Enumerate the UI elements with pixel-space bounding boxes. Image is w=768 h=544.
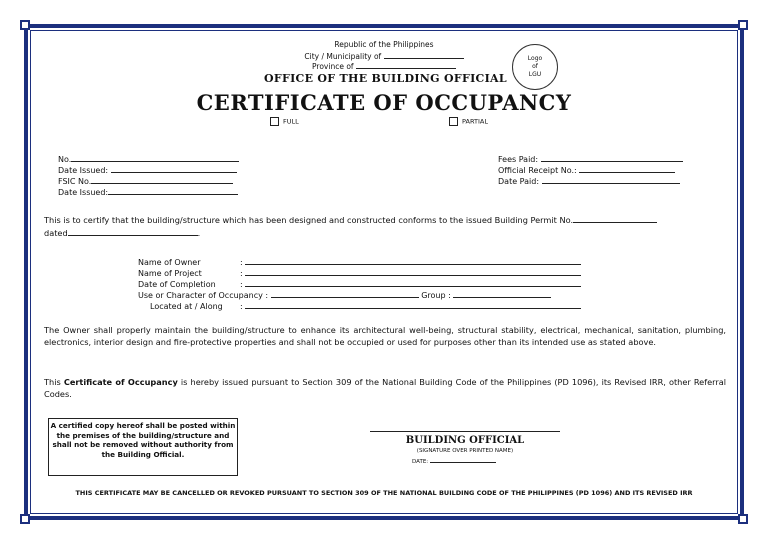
office-title: OFFICE OF THE BUILDING OFFICIAL bbox=[264, 72, 507, 85]
field-no: No. bbox=[58, 153, 239, 164]
location-blank[interactable] bbox=[245, 300, 581, 309]
fsic-blank[interactable] bbox=[91, 175, 233, 184]
signature-date-blank[interactable] bbox=[430, 457, 496, 463]
full-option[interactable]: FULL bbox=[270, 117, 299, 126]
detail-completion: Date of Completion : bbox=[138, 278, 581, 289]
issued-paragraph: This Certificate of Occupancy is hereby issued pursuant to Section 309 of the National Building Code of the Philippines (PD 1096), its Revised IRR, other Referral Codes. bbox=[44, 377, 726, 399]
corner-ornament bbox=[738, 514, 748, 524]
corner-ornament bbox=[738, 20, 748, 30]
province-line: Province of bbox=[284, 60, 484, 71]
certificate-title: CERTIFICATE OF OCCUPANCY bbox=[196, 90, 572, 115]
lgu-logo-placeholder: Logo of LGU bbox=[512, 44, 558, 90]
completion-blank[interactable] bbox=[245, 278, 581, 287]
full-checkbox[interactable] bbox=[270, 117, 279, 126]
project-blank[interactable] bbox=[245, 267, 581, 276]
partial-option[interactable]: PARTIAL bbox=[449, 117, 488, 126]
posting-notice-box: A certified copy hereof shall be posted within the premises of the building/structure and shall not be removed without authority from the Building Official. bbox=[48, 418, 238, 476]
use-blank[interactable] bbox=[271, 289, 419, 298]
republic-line: Republic of the Philippines bbox=[334, 40, 434, 49]
detail-use-character: Use or Character of Occupancy : Group : bbox=[138, 289, 551, 300]
signature-caption: (SIGNATURE OVER PRINTED NAME) bbox=[416, 448, 514, 454]
group-blank[interactable] bbox=[453, 289, 551, 298]
date-issued-blank[interactable] bbox=[111, 164, 237, 173]
signature-date: DATE: bbox=[412, 457, 496, 465]
field-date-paid: Date Paid: bbox=[498, 175, 680, 186]
detail-owner: Name of Owner : bbox=[138, 256, 581, 267]
owner-blank[interactable] bbox=[245, 256, 581, 265]
province-blank[interactable] bbox=[356, 60, 456, 69]
partial-checkbox[interactable] bbox=[449, 117, 458, 126]
city-line: City / Municipality of bbox=[284, 50, 484, 61]
date-paid-blank[interactable] bbox=[542, 175, 680, 184]
footer-notice: THIS CERTIFICATE MAY BE CANCELLED OR REVOKED PURSUANT TO SECTION 309 OF THE NATIONAL BUILDING CODE OF THE PHILIPPINES (PD 1096) AND ITS REVISED IRR bbox=[75, 489, 693, 497]
dated-blank[interactable] bbox=[68, 227, 198, 236]
maintain-paragraph: The Owner shall properly maintain the building/structure to enhance its architectural well-being, structural stability, electrical, mechanical, sanitation, plumbing, electronics, interior design and fire-protective properties and shall not be occupied or used for purposes other than its intended use as stated above. bbox=[44, 325, 726, 347]
corner-ornament bbox=[20, 20, 30, 30]
field-official-receipt: Official Receipt No.: bbox=[498, 164, 675, 175]
detail-project: Name of Project : bbox=[138, 267, 581, 278]
corner-ornament bbox=[20, 514, 30, 524]
field-fsic-no: FSIC No. bbox=[58, 175, 233, 186]
no-blank[interactable] bbox=[71, 153, 239, 162]
field-fees-paid: Fees Paid: bbox=[498, 153, 683, 164]
permit-no-blank[interactable] bbox=[573, 214, 657, 223]
receipt-blank[interactable] bbox=[579, 164, 675, 173]
fees-blank[interactable] bbox=[541, 153, 683, 162]
city-blank[interactable] bbox=[384, 50, 464, 59]
field-date-issued: Date Issued: bbox=[58, 164, 237, 175]
fsic-date-blank[interactable] bbox=[108, 186, 238, 195]
building-official-title: BUILDING OFFICIAL bbox=[405, 435, 525, 446]
signature-line[interactable] bbox=[370, 431, 560, 432]
certify-paragraph: This is to certify that the building/structure which has been designed and constructed conforms to the issued Building Permit No. dated . bbox=[44, 214, 726, 239]
field-fsic-date-issued: Date Issued: bbox=[58, 186, 238, 197]
detail-located: Located at / Along : bbox=[150, 300, 581, 311]
